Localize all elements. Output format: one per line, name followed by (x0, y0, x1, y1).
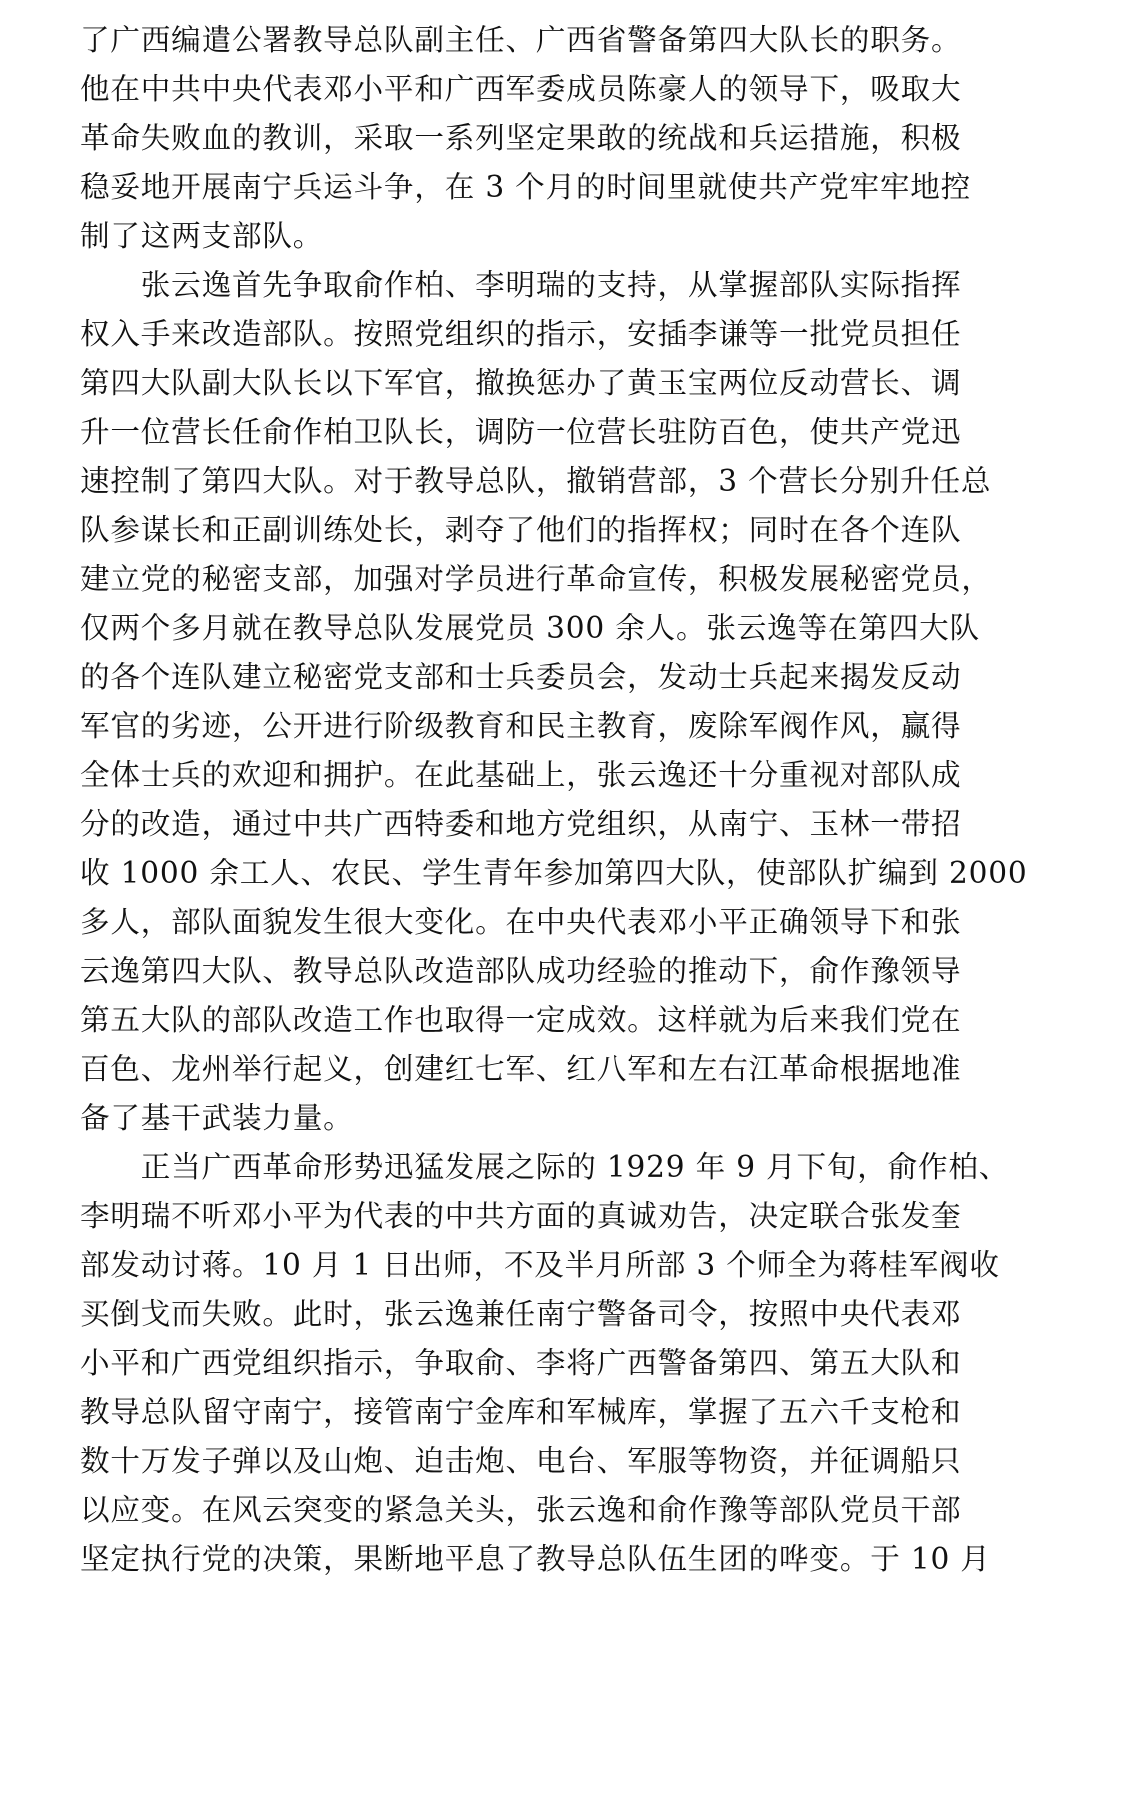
text-line-17: 分的改造，通过中共广西特委和地方党组织，从南宁、玉林一带招 (80, 807, 962, 841)
text-line-4: 稳妥地开展南宁兵运斗争，在 3 个月的时间里就使共产党牢牢地控 (80, 170, 972, 204)
text-line-7: 权入手来改造部队。按照党组织的指示，安插李谦等一批党员担任 (80, 317, 962, 351)
text-line-15: 军官的劣迹，公开进行阶级教育和民主教育，废除军阀作风，赢得 (80, 709, 962, 743)
text-line-14: 的各个连队建立秘密党支部和士兵委员会，发动士兵起来揭发反动 (80, 660, 962, 694)
text-line-13: 仅两个多月就在教导总队发展党员 300 余人。张云逸等在第四大队 (80, 611, 980, 645)
text-line-22: 百色、龙州举行起义，创建红七军、红八军和左右江革命根据地准 (80, 1052, 962, 1086)
text-line-20: 云逸第四大队、教导总队改造部队成功经验的推动下，俞作豫领导 (80, 954, 962, 988)
text-line-21: 第五大队的部队改造工作也取得一定成效。这样就为后来我们党在 (80, 1003, 962, 1037)
text-line-24: 正当广西革命形势迅猛发展之际的 1929 年 9 月下旬，俞作柏、 (80, 1150, 1010, 1184)
text-line-25: 李明瑞不听邓小平为代表的中共方面的真诚劝告，决定联合张发奎 (80, 1199, 962, 1233)
text-line-3: 革命失败血的教训，采取一系列坚定果敢的统战和兵运措施，积极 (80, 121, 962, 155)
text-line-11: 队参谋长和正副训练处长，剥夺了他们的指挥权；同时在各个连队 (80, 513, 962, 547)
text-line-8: 第四大队副大队长以下军官，撤换惩办了黄玉宝两位反动营长、调 (80, 366, 962, 400)
text-line-23: 备了基干武装力量。 (80, 1101, 354, 1135)
text-line-18: 收 1000 余工人、农民、学生青年参加第四大队，使部队扩编到 2000 (80, 856, 1028, 890)
text-line-9: 升一位营长任俞作柏卫队长，调防一位营长驻防百色，使共产党迅 (80, 415, 962, 449)
text-line-29: 教导总队留守南宁，接管南宁金库和军械库，掌握了五六千支枪和 (80, 1395, 962, 1429)
text-line-26: 部发动讨蒋。10 月 1 日出师，不及半月所部 3 个师全为蒋桂军阀收 (80, 1248, 1000, 1282)
text-line-5: 制了这两支部队。 (80, 219, 324, 253)
document-page (80, 16, 1070, 1584)
text-line-2: 他在中共中央代表邓小平和广西军委成员陈豪人的领导下，吸取大 (80, 72, 962, 106)
text-line-30: 数十万发子弹以及山炮、迫击炮、电台、军服等物资，并征调船只 (80, 1444, 962, 1478)
text-line-10: 速控制了第四大队。对于教导总队，撤销营部，3 个营长分别升任总 (80, 464, 992, 498)
text-line-19: 多人，部队面貌发生很大变化。在中央代表邓小平正确领导下和张 (80, 905, 962, 939)
text-line-31: 以应变。在风云突变的紧急关头，张云逸和俞作豫等部队党员干部 (80, 1493, 962, 1527)
text-line-12: 建立党的秘密支部，加强对学员进行革命宣传，积极发展秘密党员， (80, 562, 992, 596)
text-line-28: 小平和广西党组织指示，争取俞、李将广西警备第四、第五大队和 (80, 1346, 962, 1380)
text-line-27: 买倒戈而失败。此时，张云逸兼任南宁警备司令，按照中央代表邓 (80, 1297, 962, 1331)
text-line-32: 坚定执行党的决策，果断地平息了教导总队伍生团的哗变。于 10 月 (80, 1542, 991, 1576)
text-line-1: 了广西编遣公署教导总队副主任、广西省警备第四大队长的职务。 (80, 23, 962, 57)
text-line-16: 全体士兵的欢迎和拥护。在此基础上，张云逸还十分重视对部队成 (80, 758, 962, 792)
text-line-6: 张云逸首先争取俞作柏、李明瑞的支持，从掌握部队实际指挥 (80, 268, 962, 302)
